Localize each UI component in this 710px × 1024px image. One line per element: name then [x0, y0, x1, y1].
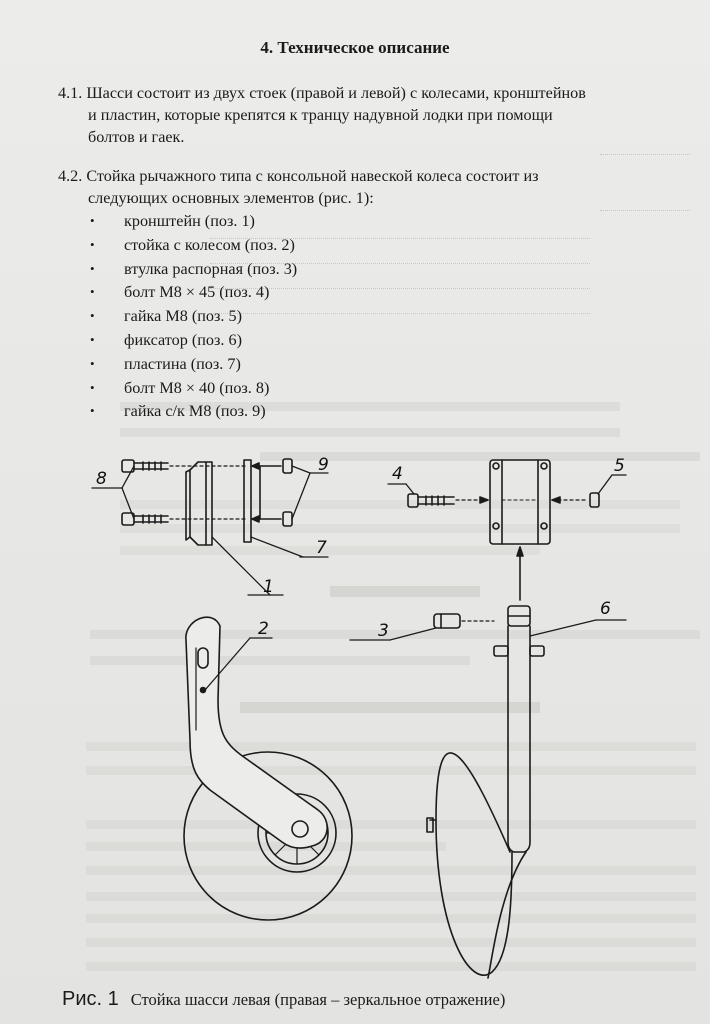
bullet-icon: • — [90, 308, 95, 324]
callout-1: 1 — [263, 577, 274, 597]
nut-m8 — [590, 493, 599, 507]
leader-line-6 — [530, 620, 626, 636]
bolt-m8x40-top — [122, 460, 168, 472]
assembly-arrows-left — [252, 463, 281, 522]
bullet-icon: • — [90, 331, 95, 347]
bullet-icon: • — [90, 260, 95, 276]
list-item: • втулка распорная (поз. 3) — [90, 257, 297, 281]
list-item: • гайка М8 (поз. 5) — [90, 304, 297, 328]
figure-caption — [62, 988, 505, 1011]
leader-lines-left — [92, 466, 328, 595]
paragraph-line: и пластин, которые крепятся к транцу надувной лодки при помощи — [88, 106, 553, 124]
bullet-icon: • — [90, 213, 95, 228]
figure-label: Рис. 1 — [62, 988, 119, 1010]
paragraph-line: болтов и гаек. — [88, 128, 185, 146]
list-item: • кронштейн (поз. 1) — [90, 209, 297, 233]
bracket-front-view — [490, 460, 550, 544]
wheel-assembly — [184, 617, 352, 920]
wheel-leg-side-view — [427, 606, 544, 978]
bolt-m8x40-bottom — [122, 513, 168, 525]
section-title: 4. Техническое описание — [260, 38, 450, 57]
paragraph-line: 4.1. Шасси состоит из двух стоек (правой и левой) с колесами, кронштейнов — [58, 84, 586, 102]
bullet-icon: • — [90, 379, 95, 395]
bullet-icon: • — [90, 284, 95, 300]
paragraph-line: 4.2. Стойка рычажного типа с консольной навеской колеса состоит из — [58, 167, 539, 185]
callout-2: 2 — [258, 619, 269, 639]
spacer-sleeve — [434, 614, 460, 628]
list-item: • гайка с/к М8 (поз. 9) — [90, 399, 297, 423]
bullet-icon: • — [90, 236, 95, 252]
callout-9: 9 — [318, 455, 329, 475]
paragraph-line: следующих основных элементов (рис. 1): — [88, 189, 374, 207]
nut-m8-top — [283, 459, 292, 473]
bracket-side-view — [186, 462, 212, 545]
bullet-icon: • — [90, 355, 95, 371]
figure-caption-text: Стойка шасси левая (правая – зеркальное отражение) — [130, 990, 506, 1009]
nut-m8-bottom — [283, 512, 292, 526]
bullet-icon: • — [90, 403, 95, 419]
list-item: • стойка с колесом (поз. 2) — [90, 233, 297, 257]
callout-7: 7 — [316, 538, 327, 558]
callout-8: 8 — [96, 469, 107, 489]
list-item: • болт М8 × 45 (поз. 4) — [90, 280, 297, 304]
list-item: • фиксатор (поз. 6) — [90, 328, 297, 352]
callout-3: 3 — [378, 621, 389, 641]
bolt-m8x45 — [408, 494, 454, 507]
callout-5: 5 — [614, 456, 625, 476]
plate-side-view — [244, 460, 251, 542]
callout-6: 6 — [600, 599, 611, 619]
list-item: • пластина (поз. 7) — [90, 352, 297, 376]
callout-4: 4 — [392, 464, 403, 484]
leader-lines-right — [388, 475, 626, 494]
list-item: • болт М8 × 40 (поз. 8) — [90, 376, 297, 400]
